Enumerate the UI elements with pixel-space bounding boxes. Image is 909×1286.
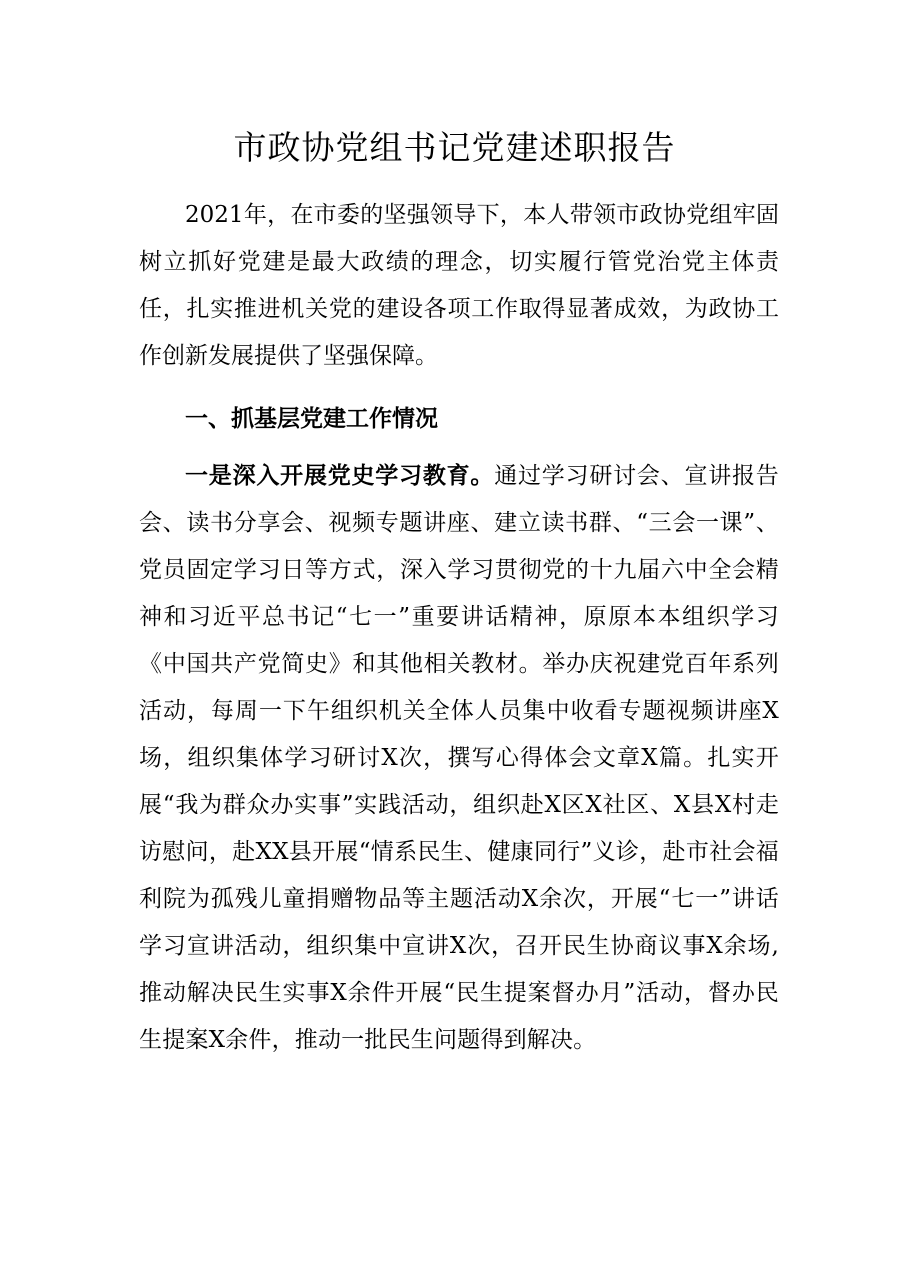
paragraph-lead: 一是深入开展党史学习教育。 — [185, 462, 495, 489]
section-paragraph — [139, 452, 779, 1064]
paragraph-body: 通过学习研讨会、宣讲报告会、读书分享会、视频专题讲座、建立读书群、“三会一课”、党员固定学习日等方式，深入学习贯彻党的十九届六中全会精神和习近平总书记“七一”重要讲话精神，原原本本组织学习《中国共产党简史》和其他相关教材。举办庆祝建党百年系列活动，每周一下午组织机关全体人员集中收看专题视频讲座X场，组织集体学习研讨X次，撰写心得体会文章X篇。扎实开展“我为群众办实事”实践活动，组织赴X区X社区、X县X村走访慰问，赴XX县开展“情系民生、健康同行”义诊，赴市社会福利院为孤残儿童捐赠物品等主题活动X余次，开展“七一”讲话学习宣讲活动，组织集中宣讲X次，召开民生协商议事X余场,推动解决民生实事X余件开展“民生提案督办月”活动，督办民生提案X余件，推动一批民生问题得到解决。 — [139, 463, 779, 1053]
document-title: 市政协党组书记党建述职报告 — [233, 128, 676, 167]
intro-paragraph: 2021年，在市委的坚强领导下，本人带领市政协党组牢固树立抓好党建是最大政绩的理念，切实履行管党治党主体责任，扎实推进机关党的建设各项工作取得显著成效，为政协工作创新发展提供了坚强保障。 — [139, 202, 779, 369]
section-heading: 一、抓基层党建工作情况 — [185, 405, 438, 432]
